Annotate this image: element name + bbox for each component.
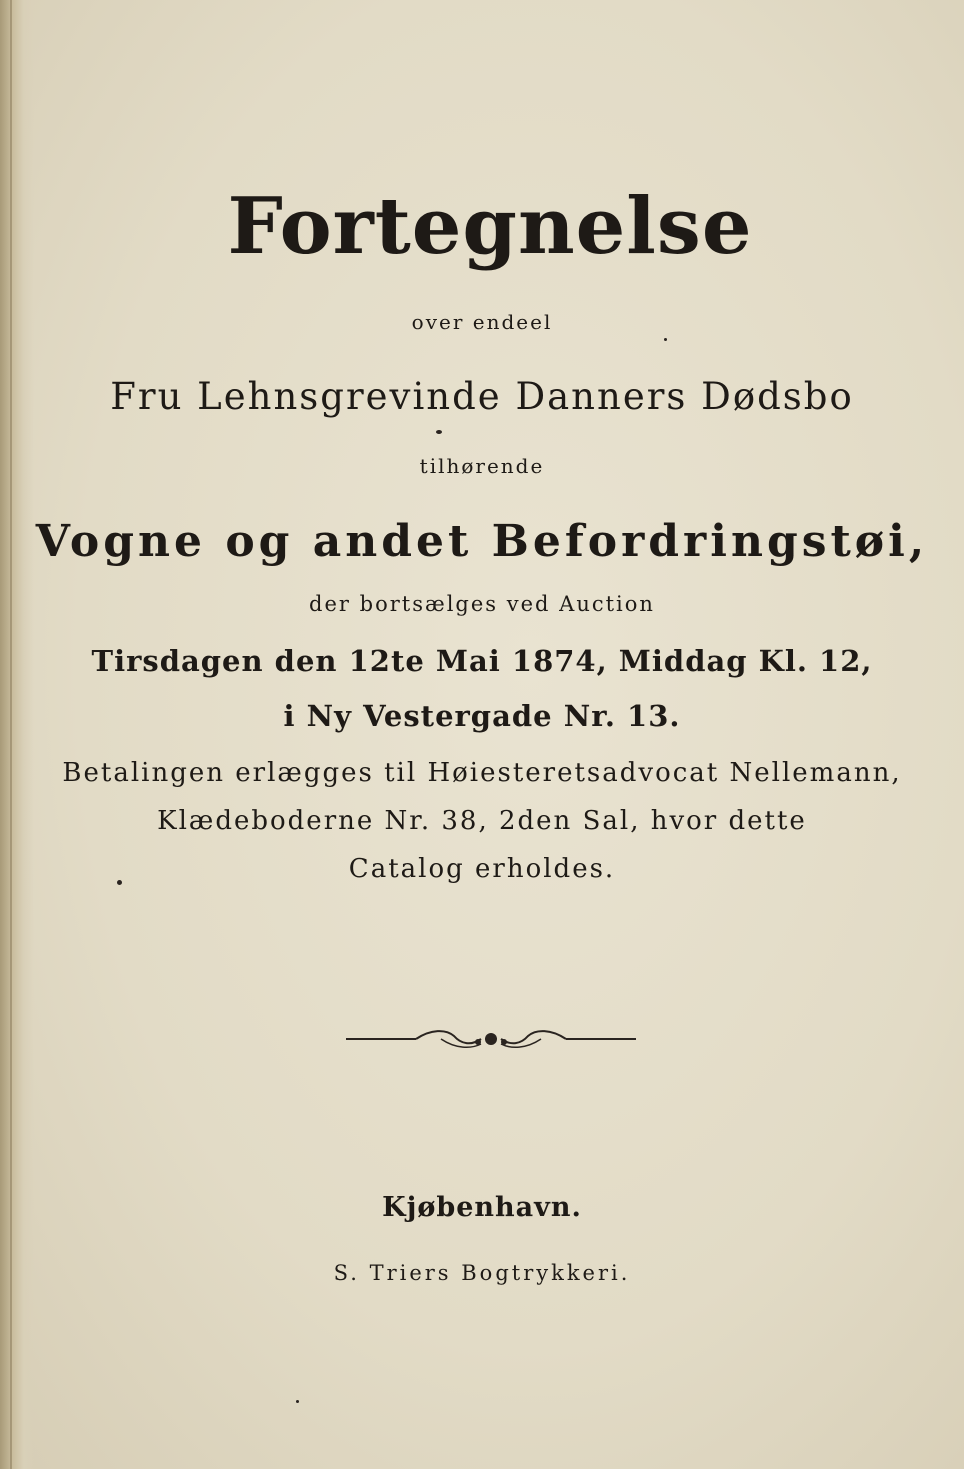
estate-owner: Fru Lehnsgrevinde Danners Dødsbo	[110, 375, 854, 418]
payment-line-1: Betalingen erlægges til Høiesteretsadvocat Nellemann,	[62, 758, 902, 788]
payment-line-2: Klædeboderne Nr. 38, 2den Sal, hvor dette	[157, 806, 807, 836]
imprint-city: Kjøbenhavn.	[382, 1192, 582, 1223]
document-title: Fortegnelse	[227, 181, 753, 272]
payment-line-3: Catalog erholdes.	[348, 854, 616, 884]
auction-address: i Ny Vestergade Nr. 13.	[283, 699, 681, 733]
goods-heading: Vogne og andet Befordringstøi,	[35, 516, 929, 567]
auction-date: Tirsdagen den 12te Mai 1874, Middag Kl. 12,	[91, 644, 873, 678]
ink-speck	[117, 880, 122, 885]
belonging-line: tilhørende	[419, 454, 545, 478]
imprint-printer: S. Triers Bogtrykkeri.	[333, 1261, 631, 1285]
decorative-rule-icon	[346, 1024, 636, 1054]
ink-speck	[436, 430, 442, 434]
ink-speck	[296, 1400, 299, 1403]
subtitle-over: over endeel	[411, 310, 553, 334]
ink-speck	[664, 338, 667, 341]
auction-line: der bortsælges ved Auction	[309, 592, 655, 616]
